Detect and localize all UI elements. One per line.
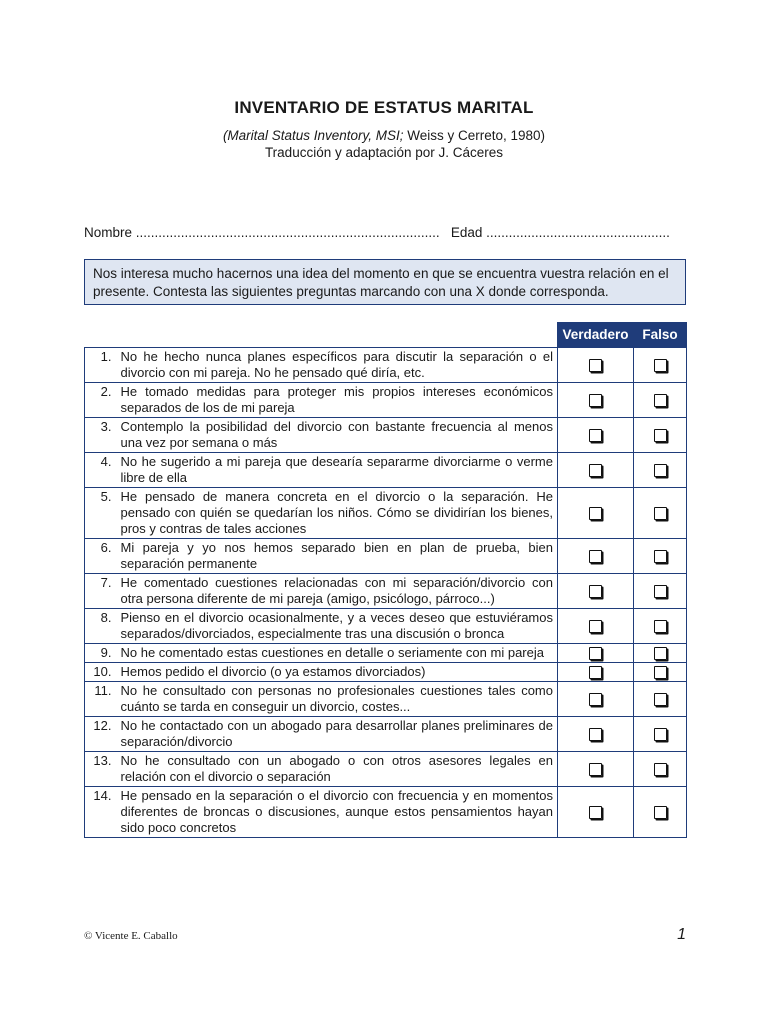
questionnaire-table (84, 322, 687, 838)
copyright: © Vicente E. Caballo (84, 930, 178, 942)
false-cell (634, 609, 687, 644)
true-cell (558, 717, 634, 752)
true-cell (558, 574, 634, 609)
true-checkbox[interactable] (589, 693, 602, 706)
true-cell (558, 539, 634, 574)
item-number: 2. (85, 383, 119, 418)
true-checkbox[interactable] (589, 507, 602, 520)
table-row (85, 644, 687, 663)
item-number: 14. (85, 787, 119, 838)
true-checkbox[interactable] (589, 806, 602, 819)
true-checkbox[interactable] (589, 359, 602, 372)
table-row (85, 539, 687, 574)
page-title: INVENTARIO DE ESTATUS MARITAL (234, 98, 534, 117)
name-field[interactable]: ................................................................................. (132, 225, 440, 240)
item-number: 12. (85, 717, 119, 752)
age-label: Edad (450, 225, 483, 240)
true-checkbox[interactable] (589, 620, 602, 633)
item-number: 4. (85, 453, 119, 488)
false-cell (634, 787, 687, 838)
table-row (85, 418, 687, 453)
item-text: He tomado medidas para proteger mis propios intereses económicos separados de los de mi pareja (119, 383, 558, 418)
false-cell (634, 488, 687, 539)
column-header-false: Falso (634, 323, 687, 348)
true-cell (558, 453, 634, 488)
item-text: Pienso en el divorcio ocasionalmente, y a veces deseo que estuviéramos separados/divorciados, especialmente tras una discusión o bronca (119, 609, 558, 644)
false-checkbox[interactable] (654, 806, 667, 819)
item-text: No he sugerido a mi pareja que desearía separarme divorciarme o verme libre de ella (119, 453, 558, 488)
table-row (85, 752, 687, 787)
true-cell (558, 682, 634, 717)
table-row (85, 348, 687, 383)
false-cell (634, 348, 687, 383)
true-checkbox[interactable] (589, 763, 602, 776)
true-cell (558, 348, 634, 383)
false-checkbox[interactable] (654, 464, 667, 477)
false-checkbox[interactable] (654, 620, 667, 633)
true-cell (558, 752, 634, 787)
item-text: He pensado de manera concreta en el divorcio o la separación. He pensado con quién se quedarían los niños. Cómo se dividirían los bienes, pros y contras de tales acciones (119, 488, 558, 539)
false-cell (634, 663, 687, 682)
item-text: He pensado en la separación o el divorcio con frecuencia y en momentos diferentes de broncas o discusiones, aunque estos pensamientos hayan sido poco concretos (119, 787, 558, 838)
item-text: Contemplo la posibilidad del divorcio con bastante frecuencia al menos una vez por semana o más (119, 418, 558, 453)
translation-credit: Traducción y adaptación por J. Cáceres (264, 145, 504, 160)
false-cell (634, 644, 687, 663)
true-cell (558, 488, 634, 539)
item-number: 9. (85, 644, 119, 663)
true-cell (558, 663, 634, 682)
false-checkbox[interactable] (654, 429, 667, 442)
false-checkbox[interactable] (654, 550, 667, 563)
item-text: No he contactado con un abogado para desarrollar planes preliminares de separación/divorcio (119, 717, 558, 752)
true-checkbox[interactable] (589, 585, 602, 598)
subtitle-source: (Marital Status Inventory, MSI; (222, 128, 404, 143)
item-number: 5. (85, 488, 119, 539)
false-cell (634, 574, 687, 609)
table-row (85, 609, 687, 644)
false-checkbox[interactable] (654, 728, 667, 741)
false-checkbox[interactable] (654, 666, 667, 679)
item-number: 10. (85, 663, 119, 682)
false-cell (634, 717, 687, 752)
table-row (85, 383, 687, 418)
item-number: 8. (85, 609, 119, 644)
false-cell (634, 682, 687, 717)
true-cell (558, 787, 634, 838)
true-checkbox[interactable] (589, 550, 602, 563)
false-cell (634, 418, 687, 453)
page-number: 1 (677, 926, 686, 943)
table-row (85, 717, 687, 752)
item-text: Mi pareja y yo nos hemos separado bien en plan de prueba, bien separación permanente (119, 539, 558, 574)
table-row (85, 574, 687, 609)
false-checkbox[interactable] (654, 394, 667, 407)
table-row (85, 682, 687, 717)
item-text: No he comentado estas cuestiones en detalle o seriamente con mi pareja (119, 644, 558, 663)
subtitle (0, 128, 768, 143)
instructions-box: Nos interesa mucho hacernos una idea del momento en que se encuentra vuestra relación en el presente. Contesta las siguientes preguntas marcando con una X donde corresponda. (84, 259, 686, 305)
false-cell (634, 383, 687, 418)
item-text: No he consultado con un abogado o con otros asesores legales en relación con el divorcio o separación (119, 752, 558, 787)
true-checkbox[interactable] (589, 464, 602, 477)
true-cell (558, 418, 634, 453)
item-text: He comentado cuestiones relacionadas con mi separación/divorcio con otra persona diferente de mi pareja (amigo, psicólogo, párroco...) (119, 574, 558, 609)
false-cell (634, 453, 687, 488)
item-number: 1. (85, 348, 119, 383)
false-checkbox[interactable] (654, 507, 667, 520)
table-row (85, 488, 687, 539)
false-checkbox[interactable] (654, 359, 667, 372)
name-label: Nombre (84, 225, 133, 240)
table-row (85, 453, 687, 488)
column-header-true: Verdadero (558, 323, 634, 348)
table-header (85, 323, 687, 348)
subtitle-authors: Weiss y Cerreto, 1980) (403, 128, 546, 143)
table-row (85, 663, 687, 682)
false-checkbox[interactable] (654, 763, 667, 776)
true-cell (558, 609, 634, 644)
true-checkbox[interactable] (589, 728, 602, 741)
item-number: 6. (85, 539, 119, 574)
age-field[interactable]: ................................................. (482, 225, 670, 240)
true-cell (558, 644, 634, 663)
false-checkbox[interactable] (654, 693, 667, 706)
false-checkbox[interactable] (654, 585, 667, 598)
item-number: 3. (85, 418, 119, 453)
false-cell (634, 752, 687, 787)
item-text: Hemos pedido el divorcio (o ya estamos divorciados) (119, 663, 558, 682)
item-text: No he consultado con personas no profesionales cuestiones tales como cuánto se tarda en conseguir un divorcio, costes... (119, 682, 558, 717)
name-age-line (84, 225, 686, 240)
item-number: 7. (85, 574, 119, 609)
true-cell (558, 383, 634, 418)
item-text: No he hecho nunca planes específicos para discutir la separación o el divorcio con mi pareja. No he pensado qué diría, etc. (119, 348, 558, 383)
true-checkbox[interactable] (589, 666, 602, 679)
true-checkbox[interactable] (589, 429, 602, 442)
false-cell (634, 539, 687, 574)
true-checkbox[interactable] (589, 647, 602, 660)
item-number: 13. (85, 752, 119, 787)
false-checkbox[interactable] (654, 647, 667, 660)
item-number: 11. (85, 682, 119, 717)
table-row (85, 787, 687, 838)
true-checkbox[interactable] (589, 394, 602, 407)
